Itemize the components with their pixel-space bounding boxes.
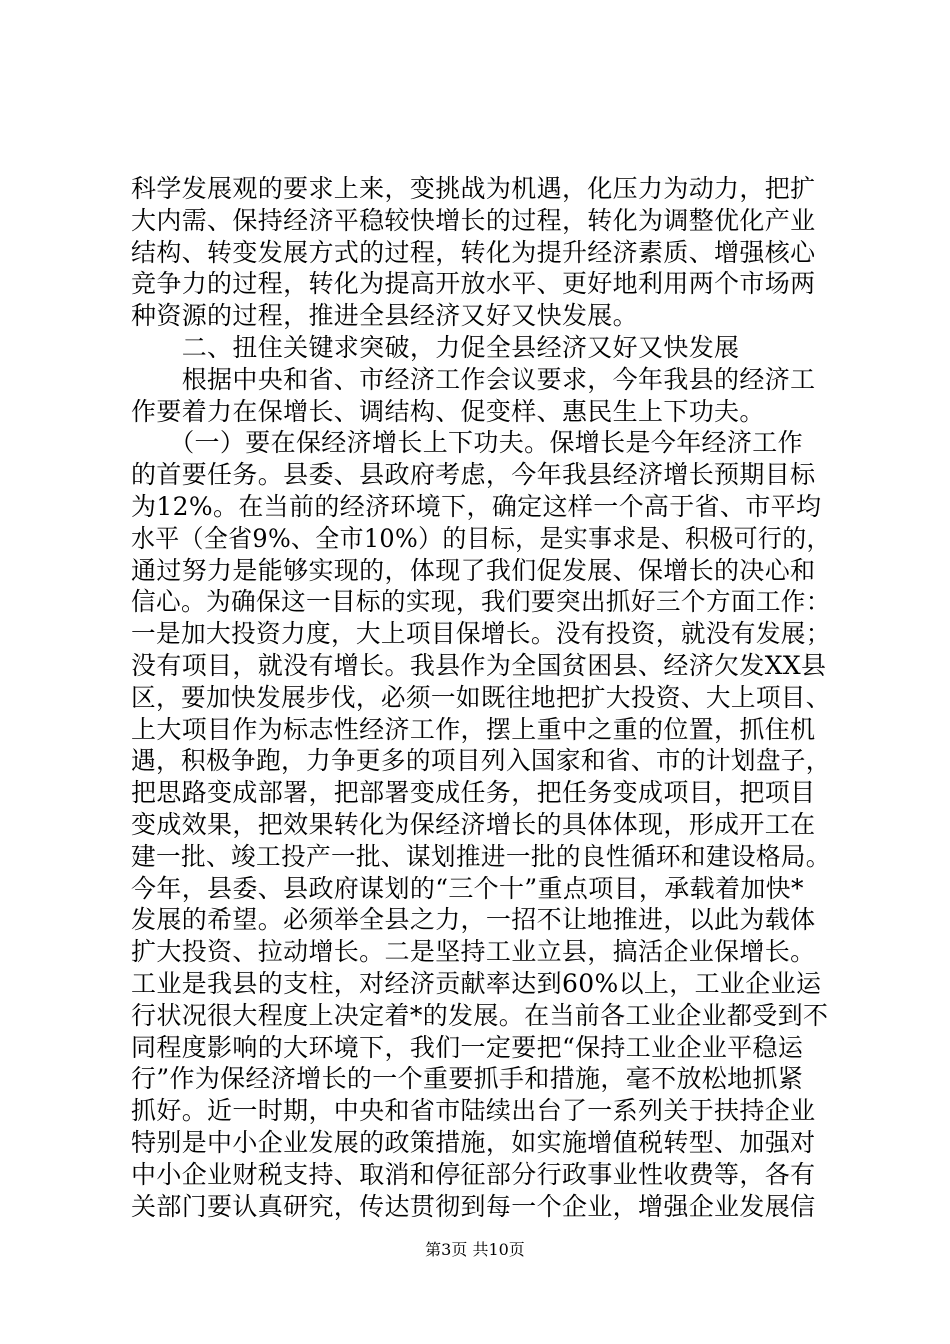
text-line: 把思路变成部署，把部署变成任务，把任务变成项目，把项目 — [131, 778, 816, 808]
text-line: 中小企业财税支持、取消和停征部分行政事业性收费等，各有 — [131, 1159, 816, 1189]
text-line: 一是加大投资力度，大上项目保增长。没有投资，就没有发展； — [131, 619, 831, 649]
text-line: 的首要任务。县委、县政府考虑，今年我县经济增长预期目标 — [131, 460, 816, 490]
text-line: 大内需、保持经济平稳较快增长的过程，转化为调整优化产业 — [131, 205, 816, 235]
text-line: 水平（全省9%、全市10%）的目标，是实事求是、积极可行的， — [131, 523, 831, 553]
text-line: 作要着力在保增长、调结构、促变样、惠民生上下功夫。 — [131, 396, 765, 426]
text-line: 抓好。近一时期，中央和省市陆续出台了一系列关于扶持企业 — [131, 1096, 816, 1126]
body-text — [131, 173, 831, 1222]
text-line: 行状况很大程度上决定着*的发展。在当前各工业企业都受到不 — [131, 1000, 829, 1030]
text-line: 科学发展观的要求上来，变挑战为机遇，化压力为动力，把扩 — [131, 174, 816, 203]
text-line: 建一批、竣工投产一批、谋划推进一批的良性循环和建设格局。 — [131, 841, 831, 871]
text-line: 二、扭住关键求突破，力促全县经济又好又快发展 — [131, 332, 740, 362]
text-line: 竞争力的过程，转化为提高开放水平、更好地利用两个市场两 — [131, 269, 816, 299]
text-line: 没有项目，就没有增长。我县作为全国贫困县、经济欠发XX县 — [131, 650, 827, 680]
text-line: 行”作为保经济增长的一个重要抓手和措施，毫不放松地抓紧 — [131, 1064, 804, 1094]
text-line: 同程度影响的大环境下，我们一定要把“保持工业企业平稳运 — [131, 1032, 804, 1062]
text-line: 关部门要认真研究，传达贯彻到每一个企业，增强企业发展信 — [131, 1191, 816, 1221]
text-line: （一）要在保经济增长上下功夫。保增长是今年经济工作 — [131, 428, 803, 458]
text-line: 特别是中小企业发展的政策措施，如实施增值税转型、加强对 — [131, 1127, 816, 1157]
text-line: 遇，积极争跑，力争更多的项目列入国家和省、市的计划盘子， — [131, 746, 831, 776]
text-line: 种资源的过程，推进全县经济又好又快发展。 — [131, 301, 639, 331]
text-line: 上大项目作为标志性经济工作，摆上重中之重的位置，抓住机 — [131, 714, 816, 744]
text-line: 变成效果，把效果转化为保经济增长的具体体现，形成开工在 — [131, 809, 816, 839]
text-line: 信心。为确保这一目标的实现，我们要突出抓好三个方面工作： — [131, 587, 831, 617]
text-line: 工业是我县的支柱，对经济贡献率达到60%以上，工业企业运 — [131, 968, 822, 998]
text-line: 扩大投资、拉动增长。二是坚持工业立县，搞活企业保增长。 — [131, 937, 816, 967]
text-line: 结构、转变发展方式的过程，转化为提升经济素质、增强核心 — [131, 237, 816, 267]
text-line: 通过努力是能够实现的，体现了我们促发展、保增长的决心和 — [131, 555, 816, 585]
text-line: 为12%。在当前的经济环境下，确定这样一个高于省、市平均 — [131, 491, 822, 521]
text-line: 根据中央和省、市经济工作会议要求，今年我县的经济工 — [131, 364, 816, 394]
text-line: 区，要加快发展步伐，必须一如既往地把扩大投资、大上项目、 — [131, 682, 831, 712]
page-number-footer: 第3页 共10页 — [425, 1240, 525, 1259]
text-line: 今年，县委、县政府谋划的“三个十”重点项目，承载着加快* — [131, 873, 804, 903]
text-line: 发展的希望。必须举全县之力，一招不让地推进，以此为载体 — [131, 905, 816, 935]
